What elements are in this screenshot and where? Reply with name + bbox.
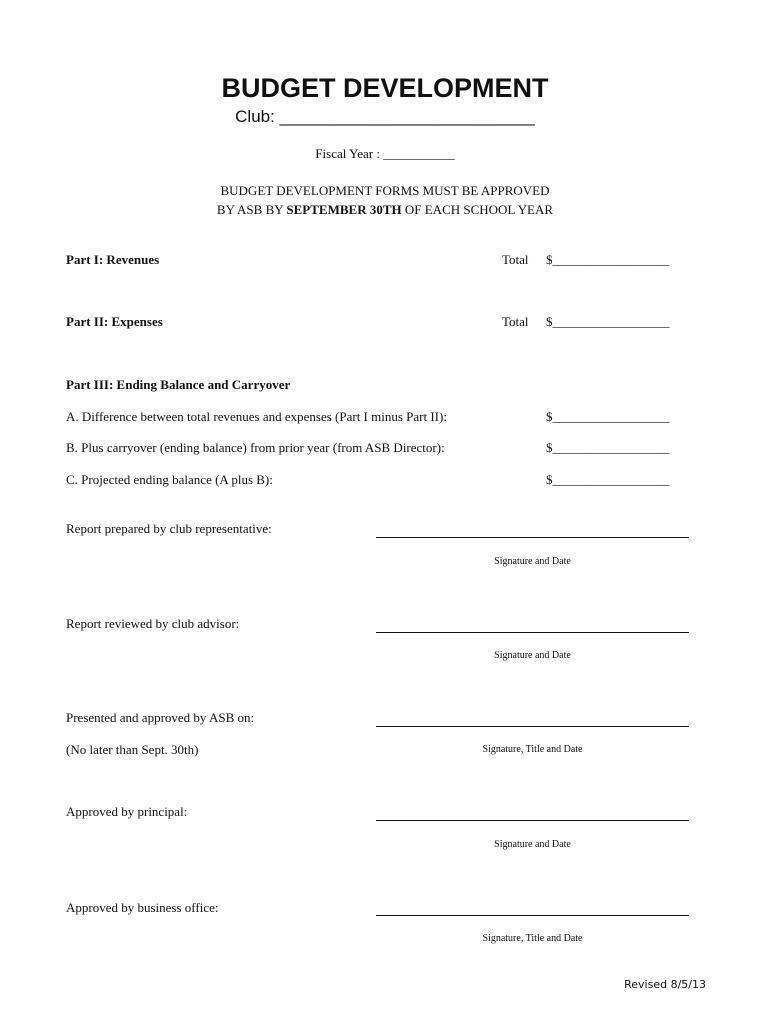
part2-total-field[interactable]: $__________________ [546, 314, 670, 329]
principal-caption: Signature and Date [494, 839, 571, 850]
reviewed-by-signature-line[interactable] [376, 632, 689, 633]
page-title: BUDGET DEVELOPMENT [221, 73, 549, 103]
reviewed-by-label: Report reviewed by club advisor: [66, 616, 240, 631]
part3-item-c-field[interactable]: $__________________ [546, 472, 670, 487]
asb-approval-signature-line[interactable] [376, 726, 689, 727]
notice-suffix: OF EACH SCHOOL YEAR [401, 202, 554, 217]
principal-approval-label: Approved by principal: [66, 804, 188, 819]
fiscal-year-field[interactable]: Fiscal Year : ___________ [315, 146, 455, 161]
part3-label: Part III: Ending Balance and Carryover [66, 377, 291, 392]
business-office-caption: Signature, Title and Date [482, 933, 583, 944]
business-office-label: Approved by business office: [66, 900, 219, 915]
notice-prefix: BY ASB BY [216, 202, 287, 217]
part3-item-c-label: C. Projected ending balance (A plus B): [66, 472, 273, 487]
part1-total-field[interactable]: $__________________ [546, 252, 670, 267]
part1-total-label: Total [502, 252, 529, 267]
asb-approval-label: Presented and approved by ASB on: [66, 710, 255, 725]
revision-date: Revised 8/5/13 [624, 978, 706, 991]
part3-item-a-field[interactable]: $__________________ [546, 409, 670, 424]
part2-total-label: Total [502, 314, 529, 329]
part1-label: Part I: Revenues [66, 252, 160, 267]
club-field[interactable]: Club: ___________________________ [235, 107, 535, 126]
prepared-by-label: Report prepared by club representative: [66, 521, 272, 536]
part2-label: Part II: Expenses [66, 314, 163, 329]
approval-notice-line-2 [0, 202, 770, 218]
part3-item-b-field[interactable]: $__________________ [546, 440, 670, 455]
notice-deadline: SEPTEMBER 30TH [286, 202, 402, 217]
part3-item-b-label: B. Plus carryover (ending balance) from prior year (from ASB Director): [66, 440, 445, 455]
asb-approval-caption: Signature, Title and Date [482, 744, 583, 755]
reviewed-by-caption: Signature and Date [494, 650, 571, 661]
asb-deadline-note: (No later than Sept. 30th) [66, 742, 199, 757]
prepared-by-signature-line[interactable] [376, 537, 689, 538]
business-office-signature-line[interactable] [376, 915, 689, 916]
approval-notice-line-1: BUDGET DEVELOPMENT FORMS MUST BE APPROVED [220, 183, 550, 198]
prepared-by-caption: Signature and Date [494, 556, 571, 567]
part3-item-a-label: A. Difference between total revenues and expenses (Part I minus Part II): [66, 409, 447, 424]
principal-signature-line[interactable] [376, 820, 689, 821]
